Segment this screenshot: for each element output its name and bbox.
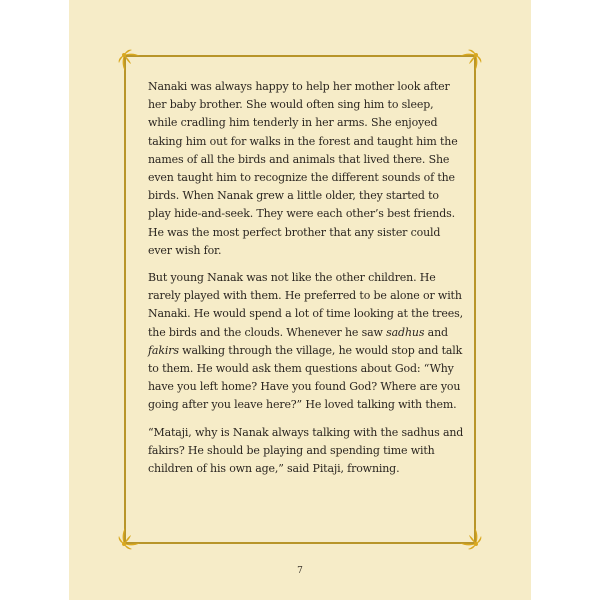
- paragraph-2: [148, 269, 464, 415]
- italic-word-sadhus: sadhus: [386, 325, 425, 339]
- story-text: [148, 78, 464, 487]
- leaf-ornament-icon: [118, 49, 144, 75]
- page-number: 7: [297, 566, 303, 576]
- paragraph-1: [148, 78, 464, 260]
- leaf-ornament-icon: [456, 524, 482, 550]
- book-page: [69, 0, 531, 600]
- text-segment: and: [424, 325, 448, 339]
- text-segment: “Mataji, why is Nanak always talking with the sadhus and fakirs? He should be playing and spending time with children of his own age,” said Pitaji, frowning.: [148, 425, 464, 476]
- text-segment: walking through the village, he would stop and talk to them. He would ask them questions about God: “Why have you left home? Have you found God? Where are you going after you leave here?” He loved talking with them.: [148, 343, 463, 412]
- italic-word-fakirs: fakirs: [148, 343, 179, 357]
- paragraph-3: [148, 424, 464, 479]
- leaf-ornament-icon: [456, 49, 482, 75]
- text-segment: Nanaki was always happy to help her mother look after her baby brother. She would often sing him to sleep, while cradling him tenderly in her arms. She enjoyed taking him out for walks in the forest and taught him the names of all the birds and animals that lived there. She even taught him to recognize the different sounds of the birds. When Nanak grew a little older, they started to play hide-and-seek. They were each other’s best friends. He was the most perfect brother that any sister could ever wish for.: [148, 80, 458, 257]
- text-segment: But young Nanak was not like the other children. He rarely played with them. He preferred to be alone or with Nanaki. He would spend a lot of time looking at the trees, the birds and the clouds. Whenever he saw: [148, 271, 463, 339]
- leaf-ornament-icon: [118, 524, 144, 550]
